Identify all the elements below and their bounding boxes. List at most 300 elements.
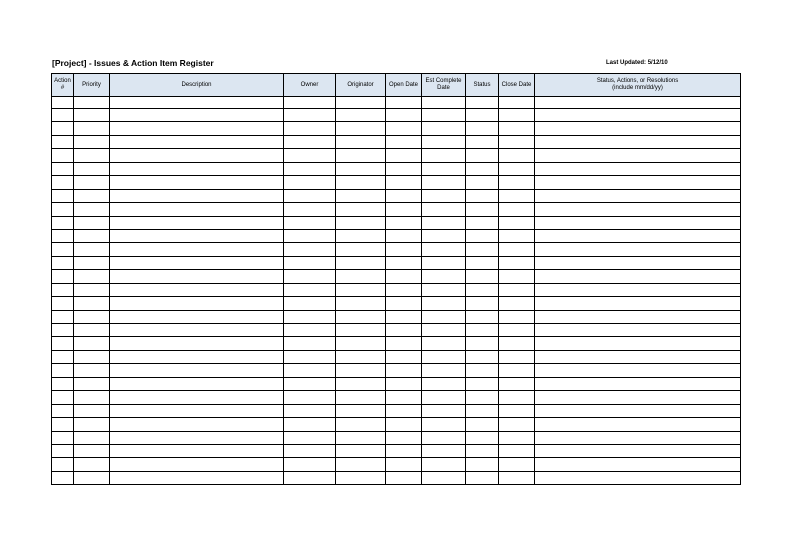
cell-priority[interactable] [74, 270, 110, 283]
cell-originator[interactable] [336, 283, 386, 296]
cell-open-date[interactable] [386, 458, 422, 471]
cell-est-complete-date[interactable] [422, 270, 466, 283]
cell-originator[interactable] [336, 350, 386, 363]
cell-description[interactable] [110, 203, 284, 216]
cell-originator[interactable] [336, 149, 386, 162]
cell-priority[interactable] [74, 350, 110, 363]
cell-open-date[interactable] [386, 176, 422, 189]
cell-status-actions-resolutions[interactable] [535, 310, 741, 323]
cell-open-date[interactable] [386, 243, 422, 256]
cell-originator[interactable] [336, 324, 386, 337]
cell-status-actions-resolutions[interactable] [535, 97, 741, 109]
cell-description[interactable] [110, 458, 284, 471]
cell-action-number[interactable] [52, 135, 74, 148]
cell-action-number[interactable] [52, 471, 74, 484]
cell-description[interactable] [110, 176, 284, 189]
cell-originator[interactable] [336, 256, 386, 269]
cell-status-actions-resolutions[interactable] [535, 189, 741, 202]
cell-status[interactable] [466, 256, 499, 269]
cell-description[interactable] [110, 431, 284, 444]
cell-open-date[interactable] [386, 122, 422, 135]
cell-status[interactable] [466, 324, 499, 337]
cell-action-number[interactable] [52, 270, 74, 283]
cell-action-number[interactable] [52, 149, 74, 162]
cell-originator[interactable] [336, 444, 386, 457]
cell-status[interactable] [466, 391, 499, 404]
cell-action-number[interactable] [52, 283, 74, 296]
cell-close-date[interactable] [499, 444, 535, 457]
cell-priority[interactable] [74, 149, 110, 162]
cell-status[interactable] [466, 458, 499, 471]
cell-est-complete-date[interactable] [422, 404, 466, 417]
cell-owner[interactable] [284, 162, 336, 175]
cell-owner[interactable] [284, 404, 336, 417]
cell-status[interactable] [466, 418, 499, 431]
cell-priority[interactable] [74, 122, 110, 135]
cell-action-number[interactable] [52, 203, 74, 216]
cell-close-date[interactable] [499, 97, 535, 109]
cell-description[interactable] [110, 216, 284, 229]
cell-priority[interactable] [74, 229, 110, 242]
cell-description[interactable] [110, 471, 284, 484]
cell-close-date[interactable] [499, 337, 535, 350]
cell-status-actions-resolutions[interactable] [535, 162, 741, 175]
cell-close-date[interactable] [499, 162, 535, 175]
cell-description[interactable] [110, 109, 284, 122]
cell-owner[interactable] [284, 471, 336, 484]
cell-open-date[interactable] [386, 444, 422, 457]
cell-owner[interactable] [284, 189, 336, 202]
cell-description[interactable] [110, 189, 284, 202]
column-header-owner: Owner [284, 74, 336, 97]
cell-owner[interactable] [284, 203, 336, 216]
cell-priority[interactable] [74, 391, 110, 404]
cell-close-date[interactable] [499, 364, 535, 377]
cell-description[interactable] [110, 243, 284, 256]
cell-action-number[interactable] [52, 243, 74, 256]
cell-est-complete-date[interactable] [422, 444, 466, 457]
cell-open-date[interactable] [386, 431, 422, 444]
cell-open-date[interactable] [386, 391, 422, 404]
cell-priority[interactable] [74, 324, 110, 337]
cell-owner[interactable] [284, 97, 336, 109]
cell-close-date[interactable] [499, 256, 535, 269]
cell-originator[interactable] [336, 364, 386, 377]
cell-originator[interactable] [336, 471, 386, 484]
cell-est-complete-date[interactable] [422, 109, 466, 122]
cell-est-complete-date[interactable] [422, 337, 466, 350]
cell-status[interactable] [466, 444, 499, 457]
cell-action-number[interactable] [52, 458, 74, 471]
cell-description[interactable] [110, 122, 284, 135]
cell-est-complete-date[interactable] [422, 471, 466, 484]
cell-est-complete-date[interactable] [422, 135, 466, 148]
cell-owner[interactable] [284, 418, 336, 431]
cell-est-complete-date[interactable] [422, 256, 466, 269]
cell-description[interactable] [110, 162, 284, 175]
cell-open-date[interactable] [386, 337, 422, 350]
cell-status[interactable] [466, 364, 499, 377]
cell-priority[interactable] [74, 364, 110, 377]
cell-status-actions-resolutions[interactable] [535, 283, 741, 296]
cell-action-number[interactable] [52, 97, 74, 109]
cell-status-actions-resolutions[interactable] [535, 270, 741, 283]
cell-status-actions-resolutions[interactable] [535, 458, 741, 471]
cell-open-date[interactable] [386, 283, 422, 296]
cell-close-date[interactable] [499, 203, 535, 216]
cell-description[interactable] [110, 97, 284, 109]
cell-close-date[interactable] [499, 458, 535, 471]
cell-status[interactable] [466, 431, 499, 444]
table-row [52, 418, 741, 431]
cell-description[interactable] [110, 324, 284, 337]
cell-est-complete-date[interactable] [422, 229, 466, 242]
cell-close-date[interactable] [499, 471, 535, 484]
cell-status-actions-resolutions[interactable] [535, 122, 741, 135]
cell-owner[interactable] [284, 256, 336, 269]
cell-status[interactable] [466, 350, 499, 363]
cell-action-number[interactable] [52, 176, 74, 189]
cell-description[interactable] [110, 444, 284, 457]
cell-priority[interactable] [74, 135, 110, 148]
cell-owner[interactable] [284, 216, 336, 229]
cell-originator[interactable] [336, 431, 386, 444]
cell-open-date[interactable] [386, 270, 422, 283]
cell-open-date[interactable] [386, 149, 422, 162]
cell-close-date[interactable] [499, 350, 535, 363]
cell-open-date[interactable] [386, 162, 422, 175]
cell-status-actions-resolutions[interactable] [535, 149, 741, 162]
cell-action-number[interactable] [52, 404, 74, 417]
cell-priority[interactable] [74, 109, 110, 122]
cell-close-date[interactable] [499, 109, 535, 122]
cell-status[interactable] [466, 135, 499, 148]
cell-owner[interactable] [284, 270, 336, 283]
cell-status-actions-resolutions[interactable] [535, 216, 741, 229]
cell-action-number[interactable] [52, 431, 74, 444]
cell-originator[interactable] [336, 418, 386, 431]
cell-close-date[interactable] [499, 176, 535, 189]
cell-status-actions-resolutions[interactable] [535, 377, 741, 390]
cell-open-date[interactable] [386, 256, 422, 269]
cell-action-number[interactable] [52, 324, 74, 337]
cell-owner[interactable] [284, 297, 336, 310]
cell-description[interactable] [110, 270, 284, 283]
cell-originator[interactable] [336, 203, 386, 216]
cell-originator[interactable] [336, 270, 386, 283]
cell-status-actions-resolutions[interactable] [535, 418, 741, 431]
cell-priority[interactable] [74, 444, 110, 457]
cell-priority[interactable] [74, 189, 110, 202]
cell-est-complete-date[interactable] [422, 364, 466, 377]
cell-action-number[interactable] [52, 310, 74, 323]
cell-priority[interactable] [74, 283, 110, 296]
cell-est-complete-date[interactable] [422, 283, 466, 296]
cell-originator[interactable] [336, 404, 386, 417]
cell-close-date[interactable] [499, 189, 535, 202]
cell-status-actions-resolutions[interactable] [535, 471, 741, 484]
cell-status[interactable] [466, 404, 499, 417]
cell-est-complete-date[interactable] [422, 97, 466, 109]
cell-description[interactable] [110, 337, 284, 350]
cell-status[interactable] [466, 243, 499, 256]
cell-priority[interactable] [74, 431, 110, 444]
cell-open-date[interactable] [386, 404, 422, 417]
cell-owner[interactable] [284, 109, 336, 122]
cell-open-date[interactable] [386, 109, 422, 122]
table-row [52, 377, 741, 390]
cell-owner[interactable] [284, 122, 336, 135]
cell-open-date[interactable] [386, 135, 422, 148]
cell-status-actions-resolutions[interactable] [535, 176, 741, 189]
cell-est-complete-date[interactable] [422, 431, 466, 444]
last-updated-value: 5/12/10 [647, 60, 668, 66]
cell-status-actions-resolutions[interactable] [535, 364, 741, 377]
cell-status[interactable] [466, 283, 499, 296]
cell-status[interactable] [466, 149, 499, 162]
cell-status[interactable] [466, 97, 499, 109]
cell-originator[interactable] [336, 229, 386, 242]
cell-priority[interactable] [74, 418, 110, 431]
cell-action-number[interactable] [52, 350, 74, 363]
table-row [52, 364, 741, 377]
cell-status-actions-resolutions[interactable] [535, 243, 741, 256]
cell-close-date[interactable] [499, 270, 535, 283]
cell-originator[interactable] [336, 109, 386, 122]
cell-status[interactable] [466, 189, 499, 202]
cell-owner[interactable] [284, 324, 336, 337]
cell-open-date[interactable] [386, 377, 422, 390]
cell-originator[interactable] [336, 176, 386, 189]
cell-action-number[interactable] [52, 337, 74, 350]
cell-owner[interactable] [284, 350, 336, 363]
cell-close-date[interactable] [499, 404, 535, 417]
table-row [52, 283, 741, 296]
cell-est-complete-date[interactable] [422, 216, 466, 229]
cell-close-date[interactable] [499, 216, 535, 229]
cell-owner[interactable] [284, 135, 336, 148]
cell-priority[interactable] [74, 458, 110, 471]
cell-owner[interactable] [284, 149, 336, 162]
cell-originator[interactable] [336, 243, 386, 256]
cell-priority[interactable] [74, 471, 110, 484]
cell-action-number[interactable] [52, 256, 74, 269]
cell-status[interactable] [466, 162, 499, 175]
cell-action-number[interactable] [52, 229, 74, 242]
cell-status[interactable] [466, 297, 499, 310]
cell-priority[interactable] [74, 310, 110, 323]
cell-priority[interactable] [74, 297, 110, 310]
cell-est-complete-date[interactable] [422, 297, 466, 310]
cell-status-actions-resolutions[interactable] [535, 350, 741, 363]
cell-est-complete-date[interactable] [422, 350, 466, 363]
cell-open-date[interactable] [386, 418, 422, 431]
cell-status[interactable] [466, 122, 499, 135]
cell-est-complete-date[interactable] [422, 418, 466, 431]
cell-action-number[interactable] [52, 364, 74, 377]
cell-priority[interactable] [74, 216, 110, 229]
cell-priority[interactable] [74, 162, 110, 175]
cell-status-actions-resolutions[interactable] [535, 256, 741, 269]
cell-description[interactable] [110, 350, 284, 363]
cell-originator[interactable] [336, 135, 386, 148]
cell-status[interactable] [466, 337, 499, 350]
cell-close-date[interactable] [499, 297, 535, 310]
cell-description[interactable] [110, 310, 284, 323]
cell-originator[interactable] [336, 297, 386, 310]
cell-close-date[interactable] [499, 431, 535, 444]
cell-est-complete-date[interactable] [422, 377, 466, 390]
issues-register-table [51, 73, 741, 485]
cell-close-date[interactable] [499, 229, 535, 242]
cell-originator[interactable] [336, 377, 386, 390]
cell-status-actions-resolutions[interactable] [535, 229, 741, 242]
cell-est-complete-date[interactable] [422, 391, 466, 404]
cell-close-date[interactable] [499, 149, 535, 162]
cell-status-actions-resolutions[interactable] [535, 297, 741, 310]
cell-priority[interactable] [74, 404, 110, 417]
cell-description[interactable] [110, 135, 284, 148]
cell-action-number[interactable] [52, 189, 74, 202]
cell-description[interactable] [110, 297, 284, 310]
cell-owner[interactable] [284, 176, 336, 189]
cell-description[interactable] [110, 364, 284, 377]
cell-open-date[interactable] [386, 350, 422, 363]
cell-status-actions-resolutions[interactable] [535, 431, 741, 444]
cell-owner[interactable] [284, 431, 336, 444]
cell-description[interactable] [110, 404, 284, 417]
cell-status[interactable] [466, 229, 499, 242]
cell-status-actions-resolutions[interactable] [535, 444, 741, 457]
cell-owner[interactable] [284, 444, 336, 457]
cell-close-date[interactable] [499, 391, 535, 404]
cell-open-date[interactable] [386, 189, 422, 202]
cell-close-date[interactable] [499, 310, 535, 323]
cell-action-number[interactable] [52, 216, 74, 229]
cell-originator[interactable] [336, 391, 386, 404]
cell-action-number[interactable] [52, 109, 74, 122]
cell-priority[interactable] [74, 203, 110, 216]
cell-priority[interactable] [74, 377, 110, 390]
cell-est-complete-date[interactable] [422, 189, 466, 202]
cell-est-complete-date[interactable] [422, 149, 466, 162]
cell-action-number[interactable] [52, 418, 74, 431]
cell-est-complete-date[interactable] [422, 203, 466, 216]
cell-status[interactable] [466, 377, 499, 390]
cell-close-date[interactable] [499, 377, 535, 390]
cell-status-actions-resolutions[interactable] [535, 404, 741, 417]
cell-status[interactable] [466, 176, 499, 189]
cell-open-date[interactable] [386, 216, 422, 229]
table-row [52, 162, 741, 175]
cell-owner[interactable] [284, 337, 336, 350]
cell-description[interactable] [110, 256, 284, 269]
cell-description[interactable] [110, 149, 284, 162]
cell-status[interactable] [466, 203, 499, 216]
cell-est-complete-date[interactable] [422, 162, 466, 175]
column-header-status-actions-resolutions: Status, Actions, or Resolutions (include mm/dd/yy) [535, 74, 741, 97]
cell-priority[interactable] [74, 337, 110, 350]
cell-open-date[interactable] [386, 471, 422, 484]
cell-action-number[interactable] [52, 391, 74, 404]
cell-originator[interactable] [336, 458, 386, 471]
cell-description[interactable] [110, 283, 284, 296]
cell-action-number[interactable] [52, 297, 74, 310]
cell-owner[interactable] [284, 243, 336, 256]
cell-action-number[interactable] [52, 377, 74, 390]
cell-owner[interactable] [284, 458, 336, 471]
cell-est-complete-date[interactable] [422, 458, 466, 471]
cell-est-complete-date[interactable] [422, 122, 466, 135]
cell-status[interactable] [466, 471, 499, 484]
cell-originator[interactable] [336, 216, 386, 229]
cell-status-actions-resolutions[interactable] [535, 109, 741, 122]
cell-open-date[interactable] [386, 97, 422, 109]
cell-open-date[interactable] [386, 203, 422, 216]
cell-open-date[interactable] [386, 310, 422, 323]
cell-action-number[interactable] [52, 444, 74, 457]
cell-status-actions-resolutions[interactable] [535, 203, 741, 216]
cell-close-date[interactable] [499, 135, 535, 148]
cell-open-date[interactable] [386, 364, 422, 377]
cell-action-number[interactable] [52, 162, 74, 175]
cell-priority[interactable] [74, 243, 110, 256]
cell-close-date[interactable] [499, 324, 535, 337]
cell-close-date[interactable] [499, 418, 535, 431]
cell-close-date[interactable] [499, 283, 535, 296]
cell-status-actions-resolutions[interactable] [535, 324, 741, 337]
cell-originator[interactable] [336, 97, 386, 109]
table-row [52, 337, 741, 350]
cell-close-date[interactable] [499, 122, 535, 135]
cell-status[interactable] [466, 109, 499, 122]
cell-status-actions-resolutions[interactable] [535, 391, 741, 404]
cell-owner[interactable] [284, 364, 336, 377]
cell-status-actions-resolutions[interactable] [535, 337, 741, 350]
cell-open-date[interactable] [386, 229, 422, 242]
cell-owner[interactable] [284, 391, 336, 404]
cell-status[interactable] [466, 310, 499, 323]
cell-status[interactable] [466, 216, 499, 229]
cell-description[interactable] [110, 377, 284, 390]
cell-owner[interactable] [284, 229, 336, 242]
cell-owner[interactable] [284, 310, 336, 323]
cell-description[interactable] [110, 229, 284, 242]
cell-originator[interactable] [336, 122, 386, 135]
cell-est-complete-date[interactable] [422, 243, 466, 256]
cell-description[interactable] [110, 391, 284, 404]
cell-originator[interactable] [336, 162, 386, 175]
cell-est-complete-date[interactable] [422, 310, 466, 323]
cell-owner[interactable] [284, 283, 336, 296]
cell-status[interactable] [466, 270, 499, 283]
cell-est-complete-date[interactable] [422, 176, 466, 189]
cell-priority[interactable] [74, 97, 110, 109]
cell-priority[interactable] [74, 256, 110, 269]
cell-originator[interactable] [336, 337, 386, 350]
cell-originator[interactable] [336, 310, 386, 323]
cell-description[interactable] [110, 418, 284, 431]
cell-status-actions-resolutions[interactable] [535, 135, 741, 148]
cell-originator[interactable] [336, 189, 386, 202]
cell-priority[interactable] [74, 176, 110, 189]
cell-owner[interactable] [284, 377, 336, 390]
cell-est-complete-date[interactable] [422, 324, 466, 337]
cell-open-date[interactable] [386, 297, 422, 310]
cell-action-number[interactable] [52, 122, 74, 135]
cell-open-date[interactable] [386, 324, 422, 337]
cell-close-date[interactable] [499, 243, 535, 256]
